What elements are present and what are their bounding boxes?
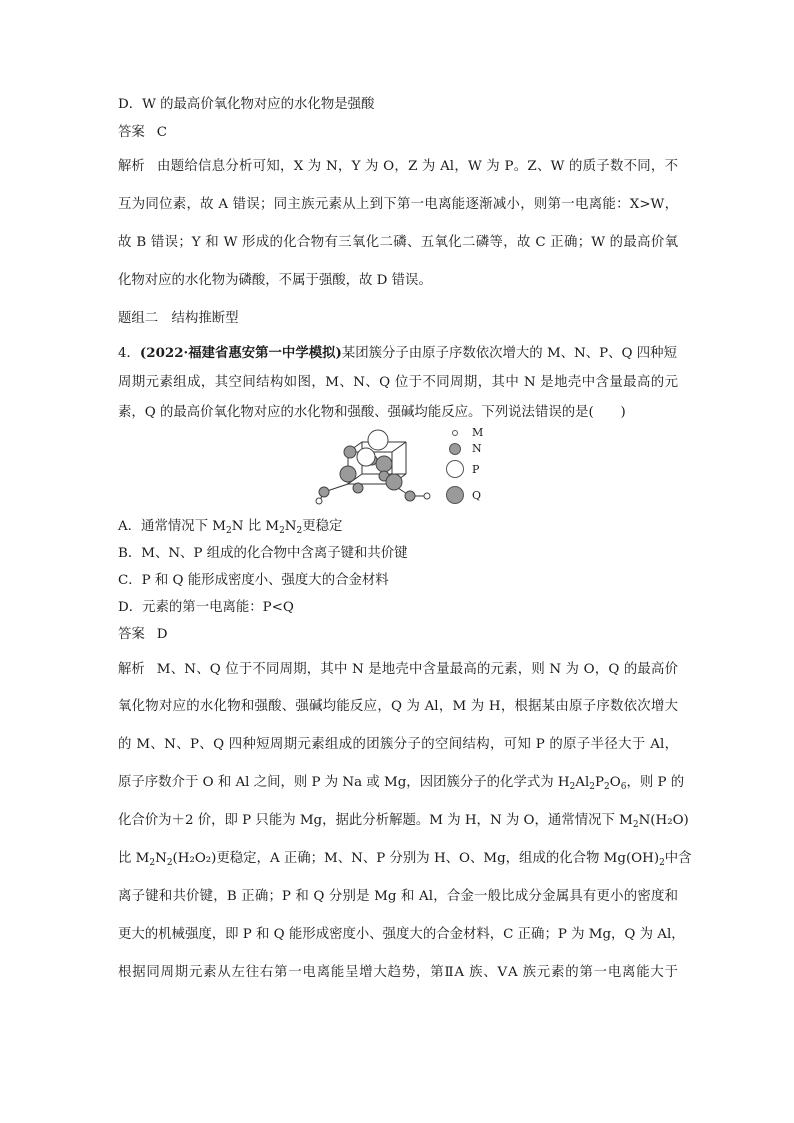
answer-label: 答案	[118, 627, 145, 642]
atom-n	[344, 446, 356, 458]
question-4-line-2: 周期元素组成，其空间结构如图，M、N、Q 位于不同周期，其中 N 是地壳中含量最高的元	[118, 375, 678, 390]
answer-2	[118, 626, 168, 644]
analysis-1-line-4: 化物对应的水化物为磷酸，不属于强酸，故 D 错误。	[118, 273, 432, 288]
atom-m	[316, 498, 322, 504]
atom-q	[376, 456, 392, 472]
analysis-2-line-2: 氧化物对应的水化物和强酸、强碱均能反应，Q 为 Al，M 为 H，根据某由原子序数依次增大	[118, 699, 678, 714]
analysis-label: 解析	[118, 662, 145, 677]
question-number: 4．	[118, 346, 140, 361]
answer-value: D	[156, 627, 168, 642]
analysis-1-line-2: 互为同位素，故 A 错误；同主族元素从上到下第一电离能逐渐减小，则第一电离能：X>W，	[118, 197, 678, 212]
answer-label: 答案	[118, 125, 145, 140]
atom-n	[405, 491, 415, 501]
atom-n	[319, 487, 329, 497]
analysis-2-line-5: 化合价为＋2 价，即 P 只能为 Mg，据此分析解题。M 为 H，N 为 O，通常情况下 $M_2N(H_2O)$	[118, 813, 689, 830]
answer-1	[118, 124, 167, 142]
atom-q	[386, 474, 402, 490]
atom-n	[353, 483, 363, 493]
atom-p	[368, 430, 388, 450]
option-d-previous: D．W 的最高价氧化物对应的水化物是强酸	[118, 97, 375, 112]
legend-q-dot	[446, 486, 464, 504]
analysis-2-line-3: 的 M、N、P、Q 四种短周期元素组成的团簇分子的空间结构，可知 P 的原子半径大于 Al，	[118, 737, 678, 752]
option-d: D．元素的第一电离能：P<Q	[118, 600, 294, 615]
analysis-2-line-6: 比 $M_2N_2(H_2O_2)$更稳定，A 正确；M、N、P 分别为 H、O、Mg，组成的化合物 $Mg(OH)_2$中含	[118, 851, 692, 868]
legend-n-label: N	[472, 442, 482, 455]
legend-m-label: M	[472, 426, 484, 439]
atom-p	[357, 448, 375, 466]
legend-q-label: Q	[472, 488, 482, 502]
analysis-1-line-1	[118, 158, 678, 176]
analysis-1-line-3: 故 B 错误；Y 和 W 形成的化合物有三氧化二磷、五氧化二磷等，故 C 正确；W 的最高价氧	[118, 235, 678, 250]
analysis-label: 解析	[118, 159, 145, 174]
answer-value: C	[156, 125, 168, 140]
question-text-1: 某团簇分子由原子序数依次增大的 M、N、P、Q 四种短	[341, 346, 677, 361]
question-source: (2022·福建省惠安第一中学模拟)	[139, 345, 342, 361]
analysis-2-line-7: 离子键和共价键，B 正确；P 和 Q 分别是 Mg 和 Al，合金一般比成分金属具有更小的密度和	[118, 889, 678, 904]
option-a: A．通常情况下 $M_2N$ 比 $M_2N_2$更稳定	[118, 519, 343, 536]
legend-n-dot	[449, 443, 461, 455]
question-4-line-1	[118, 344, 677, 363]
option-c: C．P 和 Q 能形成密度小、强度大的合金材料	[118, 573, 389, 588]
legend-m-dot	[452, 430, 458, 436]
cluster-structure-figure	[300, 424, 440, 508]
analysis-2-line-8: 更大的机械强度，即 P 和 Q 能形成密度小、强度大的合金材料，C 正确；P 为 Mg，Q 为 Al，	[118, 927, 685, 942]
atom-m	[424, 493, 430, 499]
analysis-2-line-9: 根据同周期元素从左往右第一电离能呈增大趋势，第ⅡA 族、ⅤA 族元素的第一电离能大于	[118, 965, 678, 980]
question-4-line-3: 素，Q 的最高价氧化物对应的水化物和强酸、强碱均能反应。下列说法错误的是( )	[118, 405, 626, 420]
analysis-1-text-1: 由题给信息分析可知，X 为 N，Y 为 O，Z 为 Al，W 为 P。Z、W 的质子数不同，不	[156, 159, 678, 174]
analysis-2-text-1: M、N、Q 位于不同周期，其中 N 是地壳中含量最高的元素，则 N 为 O，Q 的最高价	[156, 662, 678, 677]
atom-q	[340, 466, 356, 482]
analysis-2-line-1	[118, 661, 678, 679]
legend-p-label: P	[472, 462, 480, 476]
option-b: B．M、N、P 组成的化合物中含离子键和共价键	[118, 546, 408, 561]
group-heading: 题组二 结构推断型	[118, 311, 239, 326]
legend-p-dot	[446, 460, 464, 478]
analysis-2-line-4: 原子序数介于 O 和 Al 之间，则 P 为 Na 或 Mg，因团簇分子的化学式为 $H_2Al_2P_2O_6$，则 P 的	[118, 775, 685, 792]
